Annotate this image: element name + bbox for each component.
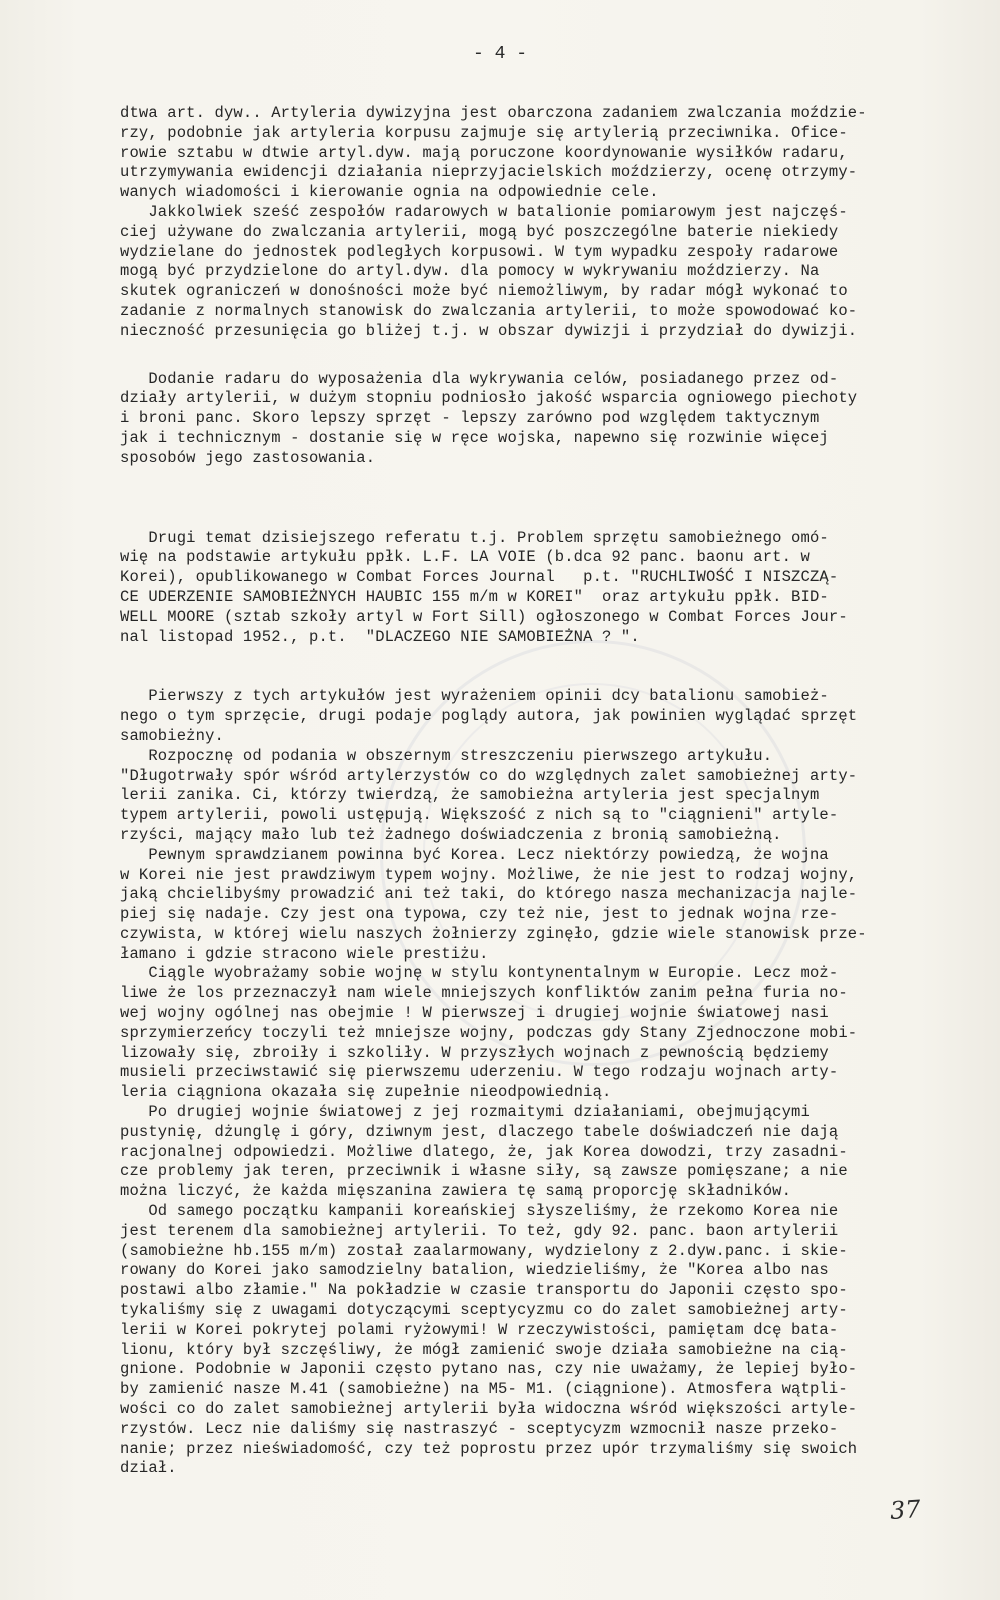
page-number: - 4 - (472, 44, 527, 64)
section-gap-extra (120, 509, 880, 529)
text-line: gnione. Podobnie w Japonii często pytano nas, czy nie uważamy, że lepiej było- (120, 1360, 858, 1379)
text-line: działy artylerii, w dużym stopniu podniosło jakość wsparcia ogniowego piechoty (120, 389, 858, 408)
text-line: tykaliśmy się z uwagami dotyczącymi sceptycyzmu co do zalet samobieżnej arty- (120, 1301, 848, 1320)
text-line: Pierwszy z tych artykułów jest wyrażeniem opinii dcy batalionu samobież- (120, 687, 829, 706)
text-line: nego o tym sprzęcie, drugi podaje poglądy autora, jak powinien wyglądać sprzęt (120, 707, 858, 726)
text-line: łamano i gdzie stracono wiele prestiżu. (120, 944, 489, 963)
text-line: musieli przeciwstawić się pierwszemu uderzeniu. W tego rodzaju wojnach arty- (120, 1063, 839, 1082)
text-line: w Korei nie jest prawdziwym typem wojny. Możliwe, że nie jest to rodzaj wojny, (120, 865, 858, 884)
text-line: Od samego początku kampanii koreańskiej słyszeliśmy, że rzekomo Korea nie (120, 1202, 839, 1221)
paragraph-block-4 (120, 687, 880, 1479)
text-line: lionu, który był szczęśliwy, że mógł zamienić swoje działa samobieżne na cią- (120, 1340, 848, 1359)
text-line: sposobów jego zastosowania. (120, 448, 376, 467)
text-line: lizowały się, zbroiły i szkoliły. W przyszłych wojnach z pewnością będziemy (120, 1043, 829, 1062)
text-line: Dodanie radaru do wyposażenia dla wykrywania celów, posiadanego przez od- (120, 369, 839, 388)
text-line: leria ciągniona okazała się zupełnie nieodpowiednią. (120, 1083, 612, 1102)
text-line: pustynię, dżunglę i góry, dziwnym jest, dlaczego tabele doświadczeń nie dają (120, 1122, 839, 1141)
text-line: i broni panc. Skoro lepszy sprzęt - lepszy zarówno pod względem taktycznym (120, 409, 820, 428)
text-line: lerii w Korei pokrytej polami ryżowymi! W rzeczywistości, pamiętam dcę bata- (120, 1320, 839, 1339)
text-line: wydzielane do jednostek podległych korpusowi. W tym wypadku zespoły radarowe (120, 242, 839, 261)
text-line: można liczyć, że każda mięszanina zawiera tę samą proporcję składników. (120, 1182, 792, 1201)
text-line: (samobieżne hb.155 m/m) został zaalarmowany, wydzielony z 2.dyw.panc. i skie- (120, 1241, 848, 1260)
text-line: mogą być przydzielone do artyl.dyw. dla pomocy w wykrywaniu moździerzy. Na (120, 262, 820, 281)
text-line: zadanie z normalnych stanowisk do zwalczania artylerii, to może spowodować ko- (120, 301, 858, 320)
paragraph-block-1 (120, 104, 880, 342)
text-line: "Długotrwały spór wśród artylerzystów co do względnych zalet samobieżnej arty- (120, 766, 858, 785)
text-line: dział. (120, 1459, 177, 1478)
text-line: WELL MOORE (sztab szkoły artyl w Fort Sill) ogłoszonego w Combat Forces Jour- (120, 607, 848, 626)
text-line: postawi albo złamie." Na pokładzie w czasie transportu do Japonii często spo- (120, 1281, 848, 1300)
text-line: rzy, podobnie jak artyleria korpusu zajmuje się artylerią przeciwnika. Ofice- (120, 123, 848, 142)
text-line: wię na podstawie artykułu ppłk. L.F. LA VOIE (b.dca 92 panc. baonu art. w (120, 548, 810, 567)
text-line: rowie sztabu w dtwie artyl.dyw. mają poruczone koordynowanie wysiłków radaru, (120, 143, 848, 162)
text-line: samobieżny. (120, 726, 224, 745)
text-line: nal listopad 1952., p.t. "DLACZEGO NIE SAMOBIEŻNA ? ". (120, 627, 640, 646)
text-line: ciej używane do zwalczania artylerii, mogą być poszczególne baterie niekiedy (120, 222, 839, 241)
text-line: by zamienić nasze M.41 (samobieżne) na M5- M1. (ciągnione). Atmosfera wątpli- (120, 1380, 848, 1399)
text-line: CE UDERZENIE SAMOBIEŻNYCH HAUBIC 155 m/m w KOREI" oraz artykułu ppłk. BID- (120, 587, 829, 606)
text-line: rzystów. Lecz nie daliśmy się nastraszyć - sceptycyzm wzmocnił nasze przeko- (120, 1419, 839, 1438)
text-line: Rozpocznę od podania w obszernym streszczeniu pierwszego artykułu. (120, 746, 773, 765)
text-line: cze problemy jak teren, przeciwnik i własne siły, są zawsze pomięszane; a nie (120, 1162, 848, 1181)
text-line: jaką chcielibyśmy prowadzić ani też taki, do którego nasza mechanizacja najle- (120, 885, 858, 904)
text-line: nanie; przez nieświadomość, czy też poprostu przez upór trzymaliśmy się swoich (120, 1439, 858, 1458)
text-line: czywista, w której wielu naszych żołnierzy zginęło, gdzie wiele stanowisk prze- (120, 924, 867, 943)
paragraph-gap (120, 342, 880, 370)
text-line: liwe że los przeznaczył nam wiele mniejszych konfliktów zanim pełna furia no- (120, 984, 848, 1003)
text-line: Pewnym sprawdzianem powinna być Korea. Lecz niektórzy powiedzą, że wojna (120, 845, 829, 864)
text-line: Po drugiej wojnie światowej z jej rozmaitymi działaniami, obejmującymi (120, 1103, 810, 1122)
paragraph-block-2 (120, 370, 880, 469)
text-line: piej się nadaje. Czy jest ona typowa, czy też nie, jest to jednak wojna rze- (120, 905, 839, 924)
text-line: nieczność przesunięcia go bliżej t.j. w obszar dywizji i przydział do dywizji. (120, 321, 858, 340)
text-line: dtwa art. dyw.. Artyleria dywizyjna jest obarczona zadaniem zwalczania moździe- (120, 104, 867, 122)
text-line: utrzymywania ewidencji działania nieprzyjacielskich moździerzy, ocenę otrzymy- (120, 163, 858, 182)
section-gap (120, 469, 880, 509)
text-line: jest terenem dla samobieżnej artylerii. To też, gdy 92. panc. baon artylerii (120, 1221, 839, 1240)
text-line: Korei), opublikowanego w Combat Forces Journal p.t. "RUCHLIWOŚĆ I NISZCZĄ- (120, 568, 839, 587)
text-line: Jakkolwiek sześć zespołów radarowych w batalionie pomiarowym jest najczęś- (120, 202, 848, 221)
text-line: wanych wiadomości i kierowanie ognia na odpowiednie cele. (120, 183, 659, 202)
text-line: rzyści, mający mało lub też żadnego doświadczenia z bronią samobieżną. (120, 825, 782, 844)
text-line: skutek ograniczeń w donośności może być niemożliwym, by radar mógł wykonać to (120, 282, 848, 301)
paragraph-block-3 (120, 529, 880, 648)
text-line: jak i technicznym - dostanie się w ręce wojska, napewno się rozwinie więcej (120, 428, 829, 447)
text-line: racjonalnej odpowiedzi. Możliwe dlatego, że, jak Korea dowodzi, trzy zasadni- (120, 1142, 848, 1161)
handwritten-page-mark: 37 (889, 1494, 922, 1526)
text-line: wej wojny ogólnej nas obejmie ! W pierwszej i drugiej wojnie światowej nasi (120, 1004, 829, 1023)
paragraph-gap (120, 647, 880, 687)
text-line: wości co do zalet samobieżnej artylerii była widoczna wśród większości artyle- (120, 1400, 858, 1419)
document-body (120, 104, 880, 1479)
text-line: Ciągle wyobrażamy sobie wojnę w stylu kontynentalnym w Europie. Lecz moż- (120, 964, 839, 983)
text-line: typem artylerii, powoli ustępują. Większość z nich są to "ciągnieni" artyle- (120, 806, 839, 825)
text-line: rowany do Korei jako samodzielny batalion, wiedzieliśmy, że "Korea albo nas (120, 1261, 829, 1280)
text-line: sprzymierzeńcy toczyli też mniejsze wojny, podczas gdy Stany Zjednoczone mobi- (120, 1023, 858, 1042)
text-line: Drugi temat dzisiejszego referatu t.j. Problem sprzętu samobieżnego omó- (120, 528, 829, 547)
text-line: lerii zanika. Ci, którzy twierdzą, że samobieżna artyleria jest specjalnym (120, 786, 820, 805)
